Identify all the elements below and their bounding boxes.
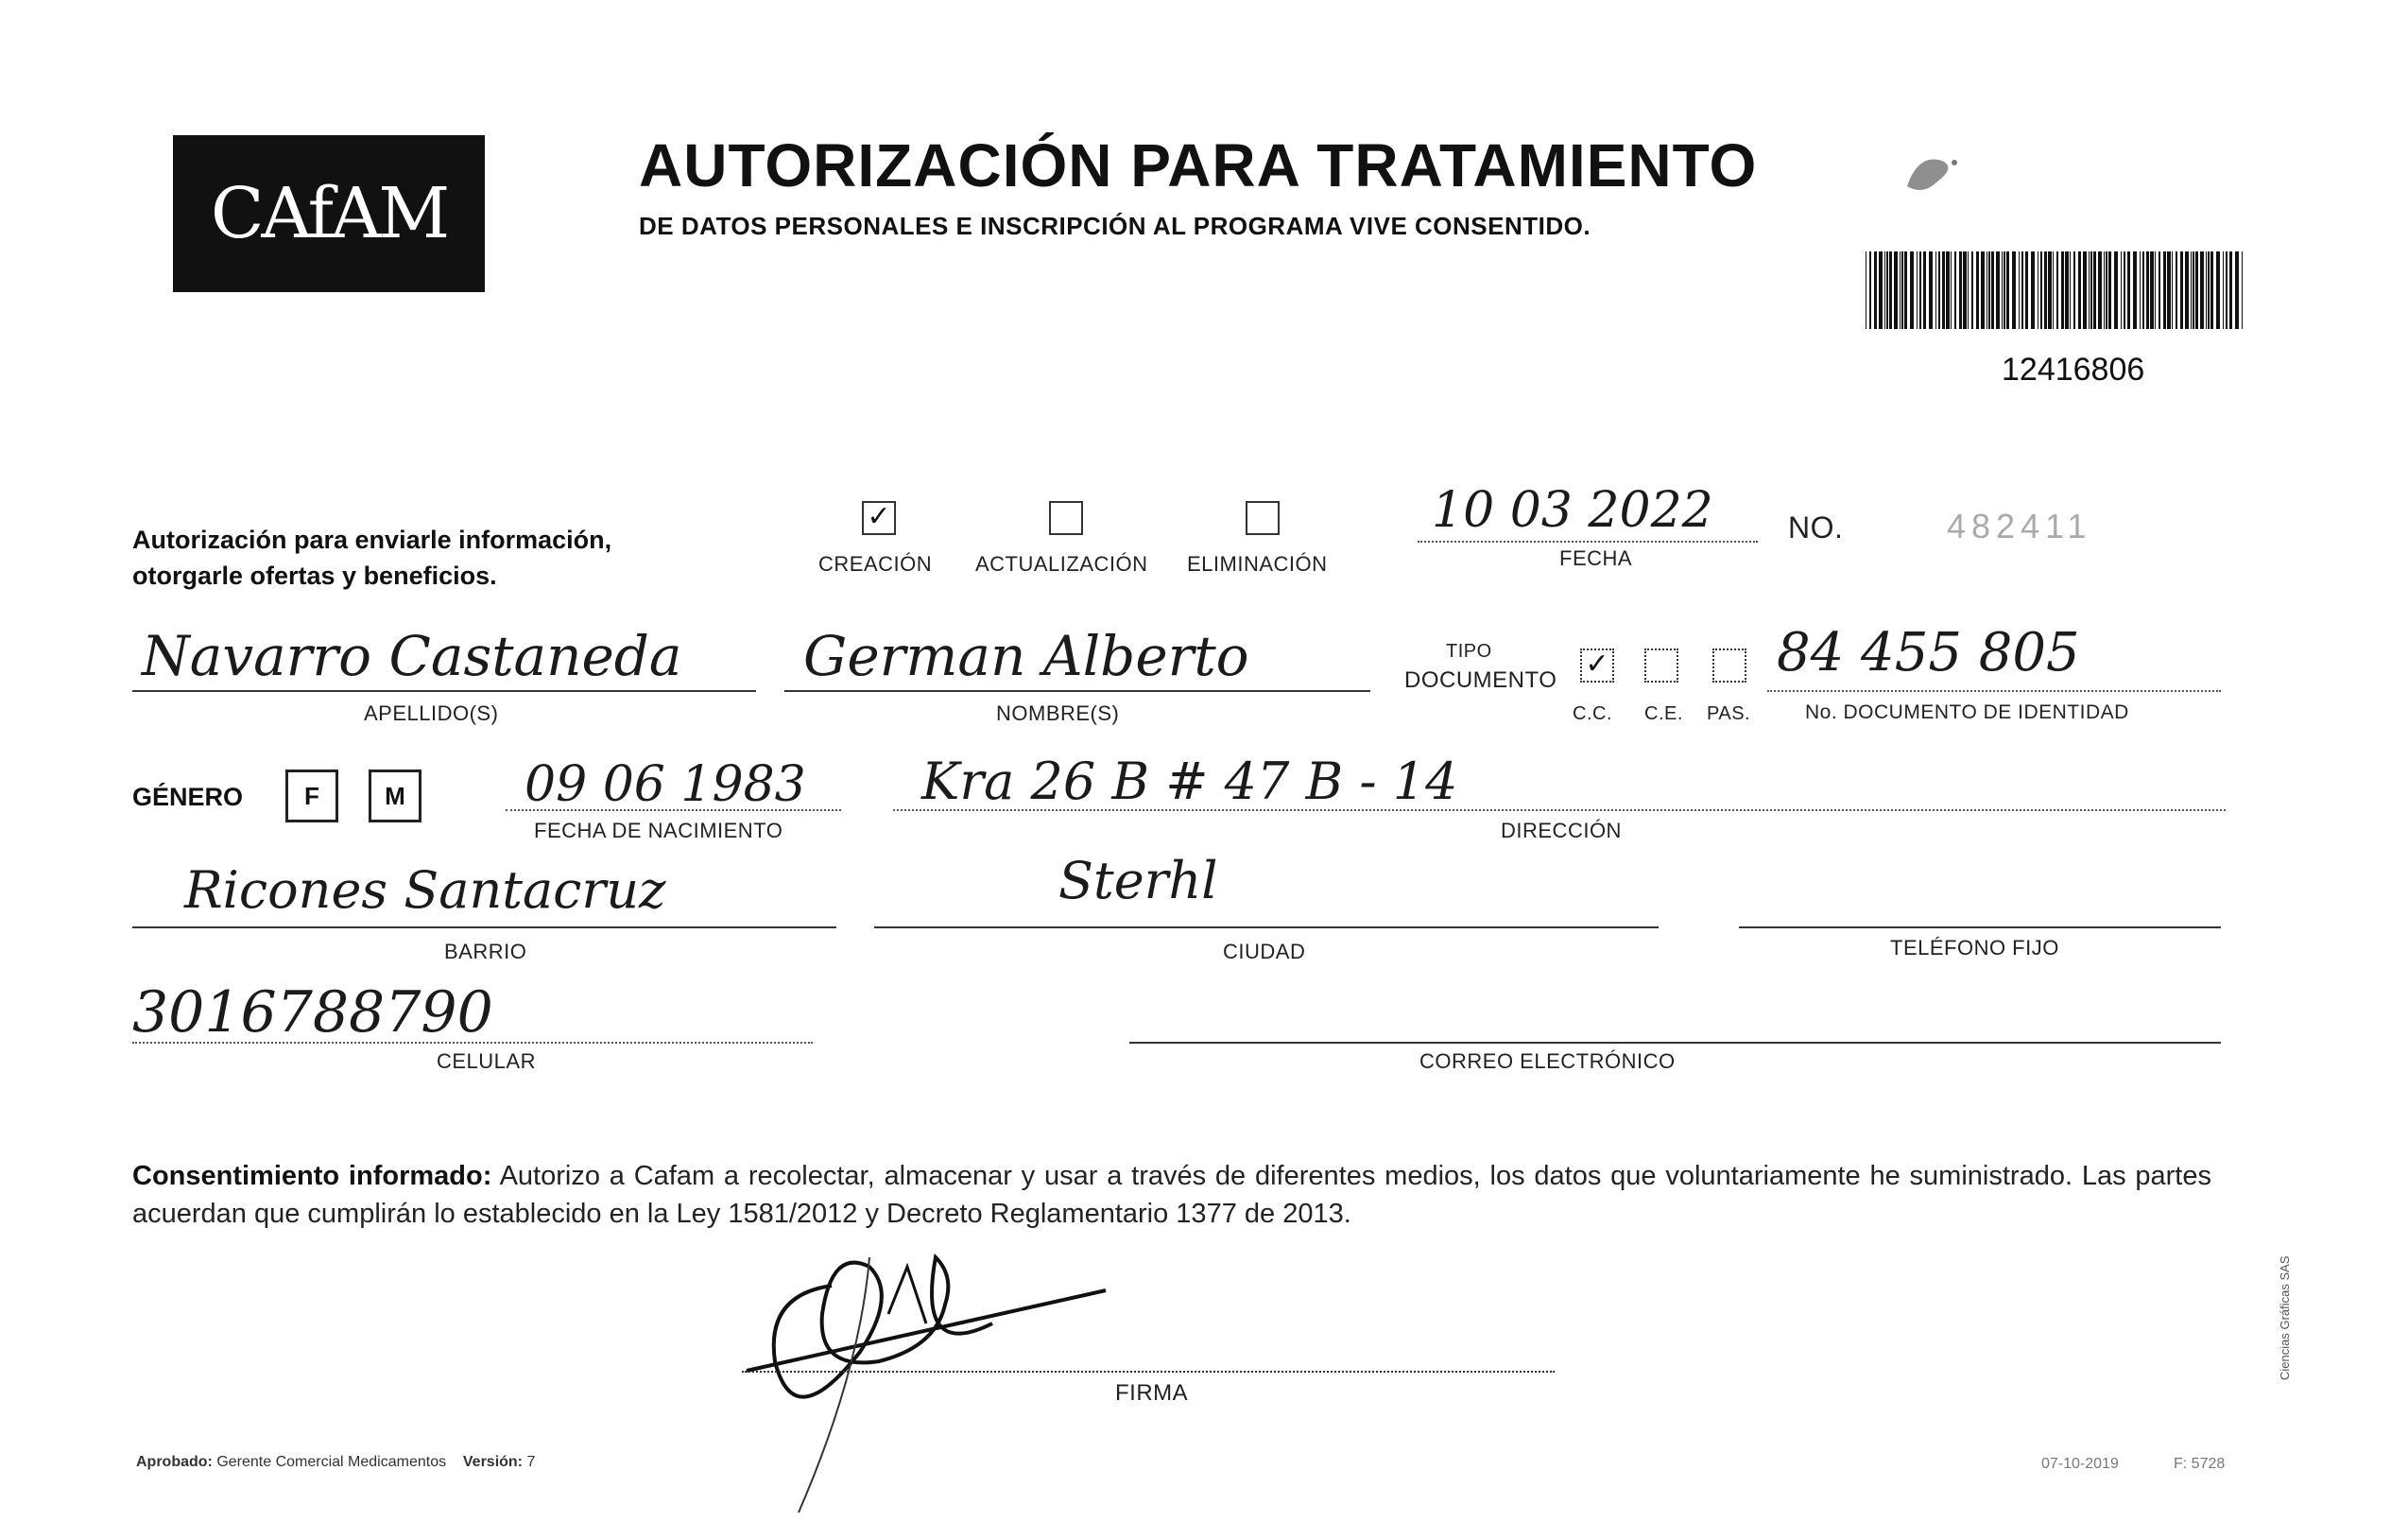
- genero-f-box[interactable]: F: [285, 770, 338, 822]
- nombres-line: [784, 690, 1370, 692]
- barcode-bar: [1946, 251, 1950, 329]
- form-title: AUTORIZACIÓN PARA TRATAMIENTO: [639, 131, 1758, 199]
- barcode-bar: [2004, 251, 2005, 329]
- barcode-bar: [2180, 251, 2183, 329]
- creacion-label: CREACIÓN: [818, 552, 933, 576]
- apellidos-value[interactable]: Navarro Castaneda: [142, 624, 682, 688]
- barrio-line: [132, 926, 836, 928]
- barcode-bar: [2140, 251, 2141, 329]
- nombres-value[interactable]: German Alberto: [803, 624, 1249, 688]
- barcode-bar: [1988, 251, 1990, 329]
- fecha-nacimiento-line: [506, 809, 841, 811]
- fecha-nacimiento-label: FECHA DE NACIMIENTO: [534, 819, 783, 842]
- stamp-mark-icon: [1900, 144, 1975, 200]
- barcode-bar: [2070, 251, 2071, 329]
- pas-checkbox[interactable]: [1712, 649, 1746, 683]
- barcode-bar: [2150, 251, 2154, 329]
- barcode-bar: [1923, 251, 1926, 329]
- barcode-bar: [2065, 251, 2069, 329]
- barcode-bar: [2056, 251, 2058, 329]
- ciudad-line: [874, 926, 1659, 928]
- barcode-bar: [1894, 251, 1898, 329]
- barcode-bar: [2044, 251, 2047, 329]
- barcode-bar: [2200, 251, 2204, 329]
- barcode-bar: [2163, 251, 2166, 329]
- barcode-bar: [2104, 251, 2105, 329]
- fecha-line: [1418, 541, 1758, 543]
- barcode-bar: [2185, 251, 2189, 329]
- barcode-bar: [2006, 251, 2009, 329]
- ciudad-value[interactable]: Sterhl: [1058, 851, 1218, 910]
- barcode-bar: [1951, 251, 1952, 329]
- documento-label: DOCUMENTO: [1404, 667, 1557, 693]
- cafam-logo: CAfAM: [173, 135, 485, 292]
- ce-checkbox[interactable]: [1644, 649, 1678, 683]
- barcode-bar: [2093, 251, 2096, 329]
- barcode-bar: [2098, 251, 2102, 329]
- barcode-bar: [2127, 251, 2130, 329]
- barcode-bar: [2208, 251, 2210, 329]
- footer-form-code: F: 5728: [2174, 1456, 2226, 1472]
- barcode-bar: [2206, 251, 2207, 329]
- barcode-bar: [1968, 251, 1969, 329]
- barcode-bar: [2031, 251, 2035, 329]
- barcode-bar: [1976, 251, 1979, 329]
- barcode-bar: [2159, 251, 2160, 329]
- documento-number-line: [1767, 690, 2221, 692]
- celular-label: CELULAR: [437, 1049, 536, 1073]
- direccion-value[interactable]: Kra 26 B # 47 B - 14: [921, 752, 1458, 811]
- creacion-checkbox[interactable]: ✓: [862, 501, 896, 535]
- barcode-bar: [2133, 251, 2137, 329]
- barcode-bar: [2235, 251, 2239, 329]
- barcode-bar: [2155, 251, 2156, 329]
- barcode-bar: [2083, 251, 2087, 329]
- barcode-bar: [2176, 251, 2177, 329]
- barcode-bar: [1900, 251, 1901, 329]
- barcode-bar: [2073, 251, 2075, 329]
- barcode-bar: [1981, 251, 1985, 329]
- barcode-bar: [2172, 251, 2173, 329]
- genero-label: GÉNERO: [132, 783, 244, 811]
- consent-paragraph: [132, 1157, 2211, 1233]
- barcode-bar: [1874, 251, 1877, 329]
- barcode-bar: [2114, 251, 2118, 329]
- documento-number-label: No. DOCUMENTO DE IDENTIDAD: [1805, 701, 2129, 723]
- barcode-bar: [1929, 251, 1933, 329]
- telefono-label: TELÉFONO FIJO: [1890, 936, 2059, 960]
- barcode-bar: [2229, 251, 2232, 329]
- barcode-bar: [2019, 251, 2020, 329]
- telefono-line[interactable]: [1739, 926, 2221, 928]
- barcode-bar: [1954, 251, 1956, 329]
- documento-number-value[interactable]: 84 455 805: [1777, 622, 2080, 683]
- correo-line[interactable]: [1129, 1042, 2221, 1044]
- direccion-label: DIRECCIÓN: [1501, 819, 1622, 842]
- celular-value[interactable]: 3016788790: [132, 979, 493, 1046]
- version-label: Versión:: [462, 1454, 524, 1470]
- aprobado-value: Gerente Comercial Medicamentos: [216, 1454, 447, 1470]
- barcode-bar: [2061, 251, 2064, 329]
- printer-side-text: Ciencias Gráficas SAS: [2278, 1255, 2292, 1380]
- barcode-bar: [1971, 251, 1973, 329]
- correo-label: CORREO ELECTRÓNICO: [1419, 1049, 1676, 1073]
- fecha-label: FECHA: [1559, 546, 1633, 570]
- barcode-bar: [2226, 251, 2227, 329]
- barcode-bar: [2053, 251, 2054, 329]
- fecha-nacimiento-value[interactable]: 09 06 1983: [525, 756, 806, 813]
- form-subtitle: DE DATOS PERSONALES E INSCRIPCIÓN AL PROGRAMA VIVE CONSENTIDO.: [639, 212, 1591, 240]
- consent-text: Autorizo a Cafam a recolectar, almacenar y usar a través de diferentes medios, los datos que voluntariamente he suministrado. Las partes acuerdan que cumplirán lo establecido en la Ley 1581/2012 y Decreto Reglamentario 1377 de 2013.: [132, 1161, 2211, 1229]
- barcode-bar: [1942, 251, 1945, 329]
- fecha-value[interactable]: 10 03 2022: [1432, 482, 1713, 539]
- nombres-label: NOMBRE(S): [996, 701, 1120, 725]
- barcode-number: 12416806: [2002, 352, 2145, 388]
- no-label: NO.: [1788, 510, 1844, 545]
- firma-line[interactable]: [742, 1371, 1555, 1373]
- barcode-bar: [1938, 251, 1940, 329]
- barcode-bar: [2195, 251, 2198, 329]
- barcode-bar: [2121, 251, 2122, 329]
- barcode-bar: [2021, 251, 2023, 329]
- ciudad-label: CIUDAD: [1223, 940, 1306, 963]
- signature-graphic: [728, 1125, 1162, 1522]
- apellidos-label: APELLIDO(S): [364, 701, 499, 725]
- form-serial-number: 482411: [1947, 507, 2092, 545]
- version-value: 7: [526, 1454, 536, 1470]
- barcode-bar: [1879, 251, 1883, 329]
- barcode-bar: [2108, 251, 2111, 329]
- barcode-bar: [1959, 251, 1962, 329]
- barcode-bar: [1963, 251, 1967, 329]
- barcode-bar: [1996, 251, 2000, 329]
- celular-line: [132, 1042, 813, 1044]
- barcode-icon: [1866, 251, 2248, 329]
- barcode-bar: [1886, 251, 1888, 329]
- genero-m-box[interactable]: M: [369, 770, 421, 822]
- barcode-bar: [1935, 251, 1936, 329]
- cc-checkbox[interactable]: ✓: [1580, 649, 1614, 683]
- barcode-bar: [2242, 251, 2243, 329]
- pas-label: PAS.: [1707, 703, 1751, 724]
- footer-approval: [136, 1454, 535, 1471]
- barcode-bar: [2002, 251, 2003, 329]
- barcode-bar: [2124, 251, 2125, 329]
- barcode-bar: [1869, 251, 1871, 329]
- footer-date-code: 07-10-2019: [2041, 1456, 2119, 1472]
- barcode-bar: [2210, 251, 2213, 329]
- barcode-bar: [1904, 251, 1907, 329]
- barcode-bar: [1919, 251, 1921, 329]
- authorization-label-2: otorgarle ofertas y beneficios.: [132, 562, 497, 590]
- firma-label: FIRMA: [1115, 1380, 1189, 1406]
- barrio-label: BARRIO: [444, 940, 527, 963]
- direccion-line: [893, 809, 2226, 811]
- barcode-bar: [2025, 251, 2028, 329]
- ce-label: C.E.: [1644, 703, 1683, 724]
- barcode-bar: [2048, 251, 2052, 329]
- barcode-bar: [2191, 251, 2192, 329]
- barcode-bar: [1901, 251, 1903, 329]
- barcode-bar: [2090, 251, 2092, 329]
- barcode-bar: [2089, 251, 2090, 329]
- barcode-bar: [2193, 251, 2194, 329]
- barcode-bar: [2142, 251, 2144, 329]
- barcode-bar: [2167, 251, 2171, 329]
- barcode-bar: [1889, 251, 1892, 329]
- apellidos-line: [132, 690, 756, 692]
- barcode-bar: [2012, 251, 2016, 329]
- authorization-label-1: Autorización para enviarle información,: [132, 526, 612, 554]
- tipo-label: TIPO: [1446, 641, 1492, 662]
- consent-heading: Consentimiento informado:: [132, 1161, 492, 1191]
- barcode-bar: [1917, 251, 1918, 329]
- barcode-bar: [2078, 251, 2081, 329]
- actualizacion-label: ACTUALIZACIÓN: [975, 552, 1148, 576]
- barcode-bar: [2146, 251, 2149, 329]
- eliminacion-checkbox[interactable]: [1246, 501, 1280, 535]
- barcode-bar: [2223, 251, 2224, 329]
- barcode-bar: [1884, 251, 1885, 329]
- actualizacion-checkbox[interactable]: [1049, 501, 1083, 535]
- aprobado-label: Aprobado:: [136, 1454, 213, 1470]
- cc-label: C.C.: [1573, 703, 1612, 724]
- barcode-bar: [2106, 251, 2107, 329]
- eliminacion-label: ELIMINACIÓN: [1187, 552, 1328, 576]
- barcode-bar: [1910, 251, 1914, 329]
- barcode-bar: [2216, 251, 2220, 329]
- barcode-bar: [1991, 251, 1994, 329]
- barrio-value[interactable]: Ricones Santacruz: [184, 860, 666, 920]
- barcode-bar: [2040, 251, 2042, 329]
